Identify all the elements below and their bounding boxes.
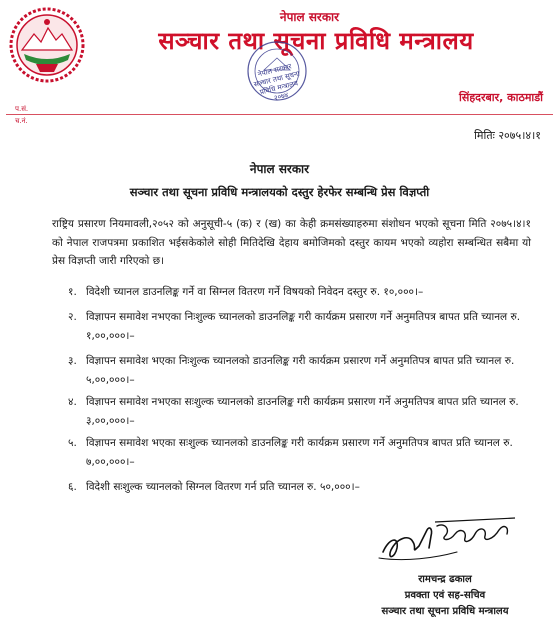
stamp-text: नेपाल सरकार सञ्चार तथा सूचना प्रविधि मन्त्रालय २०७४ xyxy=(253,62,301,103)
item-text: विज्ञापन समावेश नभएका निःशुल्क च्यानलको डाउनलिङ्क गरी कार्यक्रम प्रसारण गर्ने अनुमतिपत्र बापत प्रति च्यानल रु. १,००,०००।– xyxy=(86,311,521,342)
handwritten-signature xyxy=(375,508,525,566)
item-number: ४. xyxy=(68,396,77,408)
item-text: विदेशी सःशुल्क च्यानलको सिग्नल वितरण गर्न प्रति च्यानल रु. ५०,०००।– xyxy=(86,481,360,493)
office-address: सिंहदरबार, काठमाडौं xyxy=(459,91,543,104)
heading-government: नेपाल सरकार xyxy=(249,162,310,176)
signatory-name: रामचन्द्र ढकाल xyxy=(418,574,472,585)
heading-title: सञ्चार तथा सूचना प्रविधि मन्त्रालयको दस्तुर हेरफेर सम्बन्धि प्रेस विज्ञप्ती xyxy=(129,185,430,199)
list-item xyxy=(68,393,531,431)
item-text: विज्ञापन समावेश नभएका सःशुल्क च्यानलको डाउनलिङ्क गरी कार्यक्रम प्रसारण गर्ने अनुमतिपत्र बापत प्रति च्यानल रु. ३,००,०००।– xyxy=(86,396,519,427)
item-number: २. xyxy=(68,311,77,323)
signatory-office: सञ्चार तथा सूचना प्रविधि मन्त्रालय xyxy=(381,606,509,617)
list-item xyxy=(68,434,531,472)
list-item xyxy=(68,352,531,390)
list-item xyxy=(68,283,531,302)
item-text: विज्ञापन समावेश भएका सःशुल्क च्यानलको डाउनलिङ्क गरी कार्यक्रम प्रसारण गर्ने अनुमतिपत्र बापत प्रति च्यानल रु. ७,००,०००।– xyxy=(86,437,513,468)
list-item xyxy=(68,308,531,346)
signatory-block xyxy=(360,572,530,620)
ref-line: प.सं. xyxy=(15,105,29,113)
ref-line: च.नं. xyxy=(15,117,28,125)
item-number: ५. xyxy=(68,437,77,449)
list-item xyxy=(68,478,531,497)
signatory-role: प्रवक्ता एवं सह-सचिव xyxy=(404,590,486,601)
item-number: १. xyxy=(68,286,77,298)
item-text: विदेशी च्यानल डाउनलिङ्क गर्ने वा सिग्नल वितरण गर्ने विषयको निवेदन दस्तुर रु. १०,०००।– xyxy=(86,286,424,298)
ministry-name: सञ्चार तथा सूचना प्रविधि मन्त्रालय xyxy=(158,27,474,55)
item-text: विज्ञापन समावेश भएका निःशुल्क च्यानलको डाउनलिङ्क गरी कार्यक्रम प्रसारण गर्ने अनुमतिपत्र बापत प्रति च्यानल रु. ५,००,०००।– xyxy=(86,355,515,386)
reference-numbers xyxy=(15,103,28,127)
issue-date: मितिः २०७५।४।१ xyxy=(474,129,541,142)
letterhead-divider xyxy=(6,114,553,115)
item-number: ३. xyxy=(68,355,77,367)
intro-paragraph: राष्ट्रिय प्रसारण नियमावली,२०५२ को अनुसूची-५ (क) र (ख) का केही क्रमसंख्याहरुमा संशोधन भएको सूचना मिति २०७५।४।१ को नेपाल राजपत्रमा प्रकाशित भईसकेकोले सोही मितिदेखि देहाय बमोजिमको दस्तुर कायम भएको व्यहोरा सम्बन्धित सबैमा यो प्रेस विज्ञप्ती जारी गरिएको छ। xyxy=(52,218,531,267)
item-number: ६. xyxy=(68,481,77,493)
government-name: नेपाल सरकार xyxy=(279,10,340,24)
